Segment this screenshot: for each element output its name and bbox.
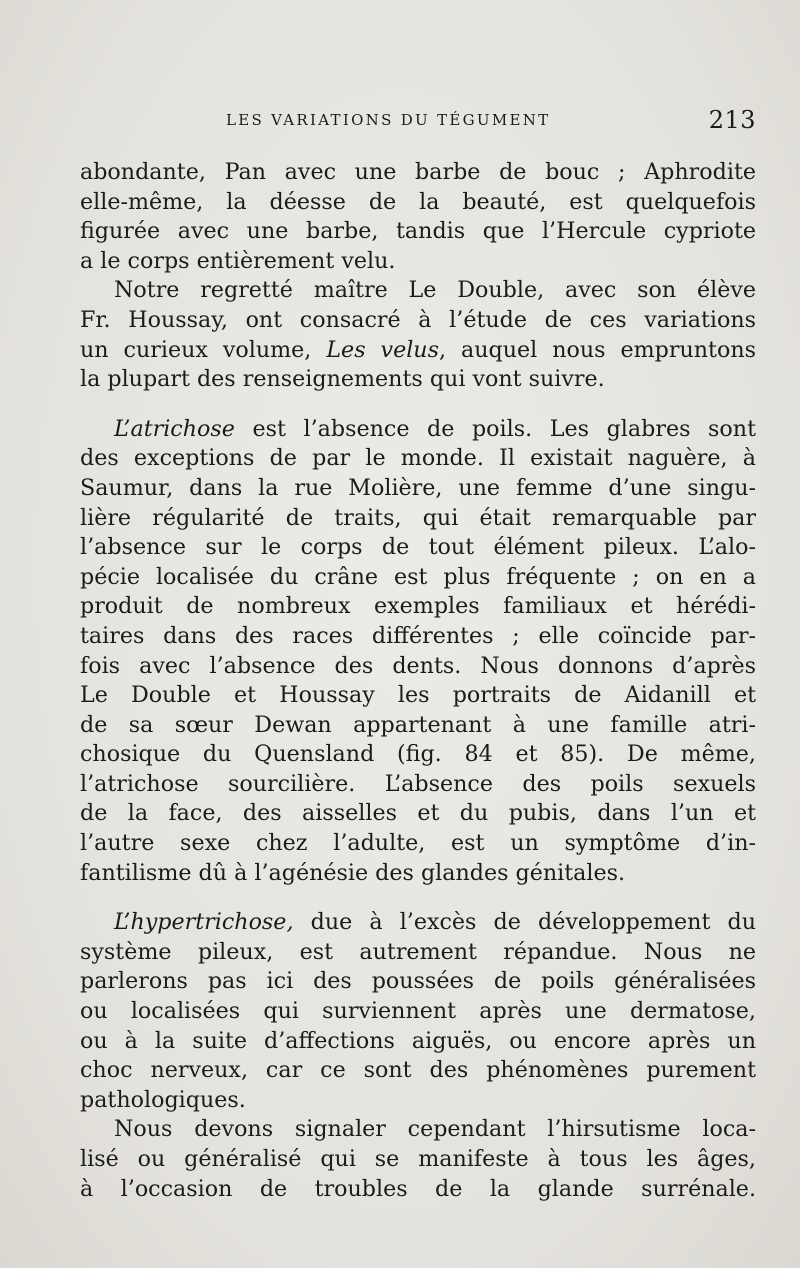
text-line: fois avec l’absence des dents. Nous donnons d’après: [80, 652, 756, 679]
text-line: ou à la suite d’affections aiguës, ou encore après un: [80, 1027, 756, 1054]
text-line: la plupart des renseignements qui vont suivre.: [80, 366, 605, 393]
text-line: produit de nombreux exemples familiaux et hérédi-: [80, 593, 756, 620]
book-title: Les velus: [326, 336, 439, 363]
text-line: des exceptions de par le monde. Il existait naguère, à: [80, 445, 756, 472]
text-line: choc nerveux, car ce sont des phénomènes purement: [80, 1057, 756, 1084]
text-line: figurée avec une barbe, tandis que l’Hercule cypriote: [80, 218, 756, 245]
term-hypertrichose: L’hypertrichose,: [114, 909, 294, 936]
text-line: abondante, Pan avec une barbe de bouc ; Aphrodite: [80, 159, 756, 185]
text-line: fantilisme dû à l’agénésie des glandes génitales.: [80, 859, 626, 886]
text-line: système pileux, est autrement répandue. Nous ne: [80, 938, 756, 965]
page-number: 213: [708, 106, 756, 134]
text-line: Notre regretté maître Le Double, avec son élève: [114, 277, 756, 304]
text-run: , auquel nous empruntons: [438, 336, 756, 363]
text-run: un curieux volume,: [80, 336, 327, 363]
text-line: Le Double et Houssay les portraits de Aidanill et: [80, 682, 756, 709]
text-run: est l’absence de poils. Les glabres sont: [234, 415, 756, 442]
text-line: à l’occasion de troubles de la glande surrénale.: [80, 1175, 756, 1202]
text-line: a le corps entièrement velu.: [80, 247, 396, 274]
text-line: [80, 336, 756, 366]
text-line: pécie localisée du crâne est plus fréquente ; on en a: [80, 563, 756, 590]
text-line: l’atrichose sourcilière. L’absence des poils sexuels: [80, 770, 756, 797]
text-line: Saumur, dans la rue Molière, une femme d’une singu-: [80, 474, 756, 501]
text-line: de la face, des aisselles et du pubis, dans l’un et: [80, 800, 756, 827]
text-line: elle-même, la déesse de la beauté, est quelquefois: [80, 188, 756, 215]
text-line: [80, 415, 756, 445]
text-line: lisé ou généralisé qui se manifeste à tous les âges,: [80, 1146, 756, 1172]
paragraph-gap: [80, 395, 756, 415]
text-line: parlerons pas ici des poussées de poils généralisées: [80, 968, 756, 995]
text-line: l’absence sur le corps de tout élément pileux. L’alo-: [80, 534, 756, 561]
text-line: Nous devons signaler cependant l’hirsutisme loca-: [114, 1116, 756, 1143]
text-line: taires dans des races différentes ; elle coïncide par-: [80, 622, 756, 649]
text-line: chosique du Quensland (fig. 84 et 85). De même,: [80, 741, 756, 768]
text-line: l’autre sexe chez l’adulte, est un symptôme d’in-: [80, 830, 756, 857]
text-run: due à l’excès de développement du: [293, 909, 756, 936]
text-line: de sa sœur Dewan appartenant à une famille atri-: [80, 711, 756, 738]
term-atrichose: L’atrichose: [114, 415, 235, 442]
text-line: pathologiques.: [80, 1086, 246, 1113]
text-line: ou localisées qui surviennent après une dermatose,: [80, 998, 756, 1025]
text-line: Fr. Houssay, ont consacré à l’étude de ces variations: [80, 306, 756, 333]
paragraph-gap: [80, 888, 756, 908]
running-title: LES VARIATIONS DU TÉGUMENT: [226, 111, 551, 129]
running-head: [80, 108, 756, 138]
body-text: [80, 158, 756, 1204]
text-line: [80, 908, 756, 938]
text-line: lière régularité de traits, qui était remarquable par: [80, 504, 756, 531]
